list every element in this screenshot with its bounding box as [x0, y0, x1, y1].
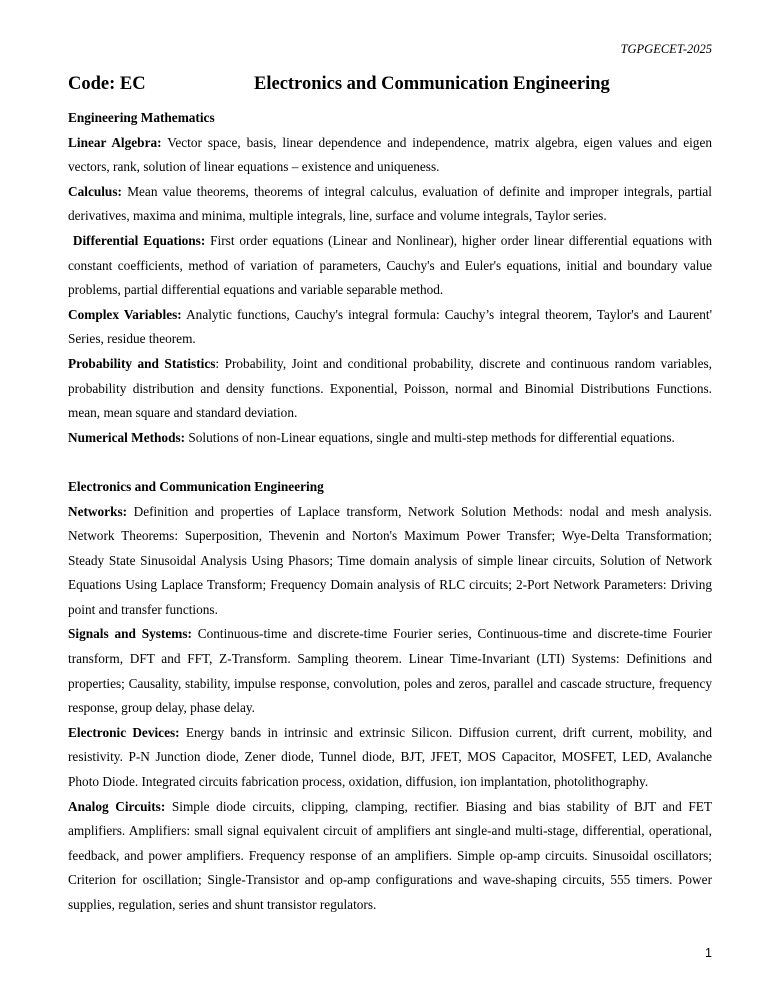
topic-term: Complex Variables: [68, 306, 182, 322]
topic-term: Calculus: [68, 183, 122, 199]
topic-text: : Probability, Joint and conditional probability, discrete and continuous random variables, probability distribution and density functions. Exponential, Poisson, normal and Binomial Distributions Functions. mean, mean square and standard deviation. [68, 355, 712, 421]
topic-linear-algebra [68, 131, 712, 180]
topic-text: Analytic functions, Cauchy's integral formula: Cauchy’s integral theorem, Taylor's and Laurent' Series, residue theorem. [68, 306, 712, 347]
topic-term: Probability and Statistics [68, 355, 216, 371]
topic-text: Vector space, basis, linear dependence and independence, matrix algebra, eigen values and eigen vectors, rank, solution of linear equations – existence and uniqueness. [68, 134, 712, 175]
topic-text: Mean value theorems, theorems of integral calculus, evaluation of definite and improper integrals, partial derivatives, maxima and minima, multiple integrals, line, surface and volume integrals, Taylor series. [68, 183, 712, 224]
topic-text: Definition and properties of Laplace transform, Network Solution Methods: nodal and mesh analysis. Network Theorems: Superposition, Thevenin and Norton's Maximum Power Transfer; Wye-Delta Transformation; Steady State Sinusoidal Analysis Using Phasors; Time domain analysis of simple linear circuits, Solution of Network Equations Using Laplace Transform; Frequency Domain analysis of RLC circuits; 2-Port Network Parameters: Driving point and transfer functions. [68, 503, 712, 617]
topic-probability-statistics [68, 352, 712, 426]
topic-analog-circuits [68, 795, 712, 918]
topic-term: Analog Circuits: [68, 798, 166, 814]
topic-numerical-methods [68, 426, 712, 451]
page-number: 1 [705, 946, 712, 960]
section-heading-ece: Electronics and Communication Engineering [68, 478, 324, 494]
topic-term: Numerical Methods: [68, 429, 186, 445]
topic-text: Solutions of non-Linear equations, single and multi-step methods for differential equations. [185, 429, 675, 445]
running-header: TGPGECET-2025 [620, 42, 712, 56]
topic-complex-variables [68, 303, 712, 352]
topic-electronic-devices [68, 721, 712, 795]
topic-calculus [68, 180, 712, 229]
topic-term: Electronic Devices: [68, 724, 180, 740]
topic-term: Linear Algebra: [68, 134, 162, 150]
topic-term: Networks: [68, 503, 128, 519]
topic-text: Energy bands in intrinsic and extrinsic Silicon. Diffusion current, drift current, mobility, and resistivity. P-N Junction diode, Zener diode, Tunnel diode, BJT, JFET, MOS Capacitor, MOSFET, LED, Avalanche Photo Diode. Integrated circuits fabrication process, oxidation, diffusion, ion implantation, photolithography. [68, 724, 712, 790]
subject-name: Electronics and Communication Engineering [254, 74, 610, 94]
section-heading-mathematics: Engineering Mathematics [68, 110, 215, 125]
topic-differential-equations [68, 229, 712, 303]
page-title [68, 74, 712, 95]
topic-term: Differential Equations: [72, 232, 206, 248]
syllabus-body [68, 106, 712, 918]
topic-networks [68, 500, 712, 623]
topic-text: Simple diode circuits, clipping, clamping, rectifier. Biasing and bias stability of BJT and FET amplifiers. Amplifiers: small signal equivalent circuit of amplifiers ant single-and multi-stage, differential, operational, feedback, and power amplifiers. Frequency response of an amplifiers. Simple op-amp circuits. Sinusoidal oscillators; Criterion for oscillation; Single-Transistor and op-amp configurations and wave-shaping circuits, 555 timers. Power supplies, regulation, series and shunt transistor regulators. [68, 798, 712, 912]
topic-text: Continuous-time and discrete-time Fourier series, Continuous-time and discrete-time Fourier transform, DFT and FFT, Z-Transform. Sampling theorem. Linear Time-Invariant (LTI) Systems: Definitions and properties; Causality, stability, impulse response, convolution, poles and zeros, parallel and cascade structure, frequency response, group delay, phase delay. [68, 626, 712, 716]
topic-signals-systems [68, 622, 712, 720]
subject-code: Code: EC [68, 74, 146, 94]
topic-term: Signals and Systems: [68, 626, 192, 642]
section-spacer [68, 450, 712, 475]
topic-text: First order equations (Linear and Nonlinear), higher order linear differential equations with constant coefficients, method of variation of parameters, Cauchy's and Euler's equations, initial and boundary value problems, partial differential equations and variable separable method. [68, 232, 712, 298]
